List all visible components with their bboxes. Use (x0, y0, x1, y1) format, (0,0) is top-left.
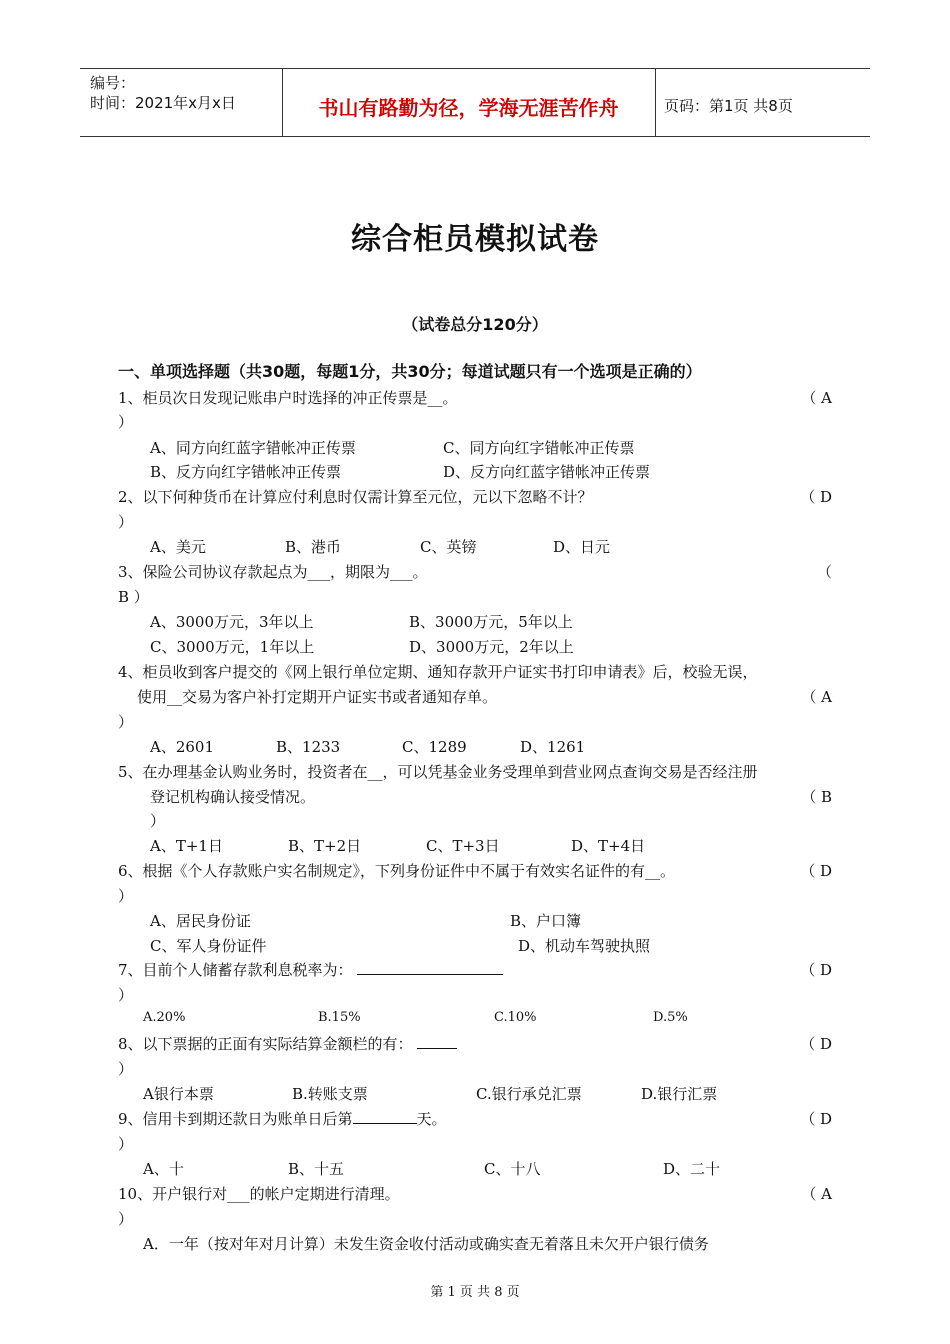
time-label: 时间：2021年x月x日 (90, 94, 236, 112)
question-7-paren: ） (118, 986, 134, 1004)
question-4-option-d: D、1261 (520, 738, 586, 756)
question-2-option-c: C、英镑 (420, 538, 477, 556)
question-6-option-b: B、户口簿 (510, 912, 582, 930)
question-1-option-c: C、同方向红字错帐冲正传票 (443, 439, 635, 457)
question-8-answer: （ D (800, 1035, 832, 1053)
page-title: 综合柜员模拟试卷 (351, 222, 599, 257)
question-4-answer: （ A (801, 688, 832, 706)
question-7-answer: （ D (800, 961, 832, 979)
question-1-answer: （ A (801, 389, 832, 407)
question-1-option-b: B、反方向红字错帐冲正传票 (150, 463, 342, 481)
serial-label: 编号： (90, 74, 136, 92)
question-8-option-a: A银行本票 (143, 1085, 214, 1103)
page-subtitle: （试卷总分120分） (402, 315, 548, 334)
question-1-option-a: A、同方向红蓝字错帐冲正传票 (150, 439, 356, 457)
question-6-option-a: A、居民身份证 (150, 912, 251, 930)
question-5-paren: ） (150, 812, 166, 830)
question-10: 10、开户银行对___的帐户定期进行清理。 (118, 1185, 400, 1203)
question-10-option-a: A．一年（按对年对月计算）未发生资金收付活动或确实查无着落且未欠开户银行债务 (143, 1235, 709, 1253)
question-3-answer: （ (816, 563, 832, 581)
question-7-text: 7、目前个人储蓄存款利息税率为： (118, 961, 353, 979)
section-title: 一、单项选择题（共30题，每题1分，共30分；每道试题只有一个选项是正确的） (118, 362, 702, 381)
question-6-paren: ） (118, 887, 134, 905)
question-8-option-c: C.银行承兑汇票 (476, 1085, 582, 1103)
question-3-option-c: C、3000万元，1年以上 (150, 638, 315, 656)
question-9-paren: ） (118, 1135, 134, 1153)
question-9-option-d: D、二十 (663, 1160, 721, 1178)
question-5-option-a: A、T+1日 (150, 837, 223, 855)
question-9 (118, 1108, 447, 1129)
question-5-option-c: C、T+3日 (426, 837, 500, 855)
question-2-option-b: B、港币 (285, 538, 342, 556)
question-4: 4、柜员收到客户提交的《网上银行单位定期、通知存款开户证实书打印申请表》后，校验无误， (118, 663, 758, 681)
question-9-option-c: C、十八 (484, 1160, 541, 1178)
question-6-option-c: C、军人身份证件 (150, 937, 267, 955)
question-2-paren: ） (118, 513, 134, 531)
question-10-answer: （ A (801, 1185, 832, 1203)
question-3-paren: B ） (118, 588, 149, 606)
header-divider-right (655, 68, 656, 136)
question-5-continued: 登记机构确认接受情况。 (150, 788, 316, 806)
question-9-blank (353, 1109, 417, 1124)
question-8-text: 8、以下票据的正面有实际结算金额栏的有： (118, 1035, 413, 1053)
question-1-option-d: D、反方向红蓝字错帐冲正传票 (443, 463, 651, 481)
question-4-paren: ） (118, 713, 134, 731)
question-2-option-d: D、日元 (553, 538, 611, 556)
question-9-text-after: 天。 (416, 1110, 447, 1128)
question-3-option-d: D、3000万元，2年以上 (409, 638, 574, 656)
question-1-paren: ） (118, 413, 134, 431)
question-2-option-a: A、美元 (150, 538, 206, 556)
question-8-blank (417, 1034, 457, 1049)
question-1: 1、柜员次日发现记账串户时选择的冲正传票是__。 (118, 389, 458, 407)
question-9-option-a: A、十 (143, 1160, 184, 1178)
question-7-option-b: B.15% (318, 1010, 361, 1025)
question-9-text: 9、信用卡到期还款日为账单日后第 (118, 1110, 353, 1128)
question-8-paren: ） (118, 1060, 134, 1078)
question-3: 3、保险公司协议存款起点为___，期限为___。 (118, 563, 428, 581)
question-4-continued: 使用__交易为客户补打定期开户证实书或者通知存单。 (137, 688, 498, 706)
question-8-option-d: D.银行汇票 (641, 1085, 718, 1103)
question-8 (118, 1033, 457, 1054)
question-10-paren: ） (118, 1210, 134, 1228)
question-2: 2、以下何种货币在计算应付利息时仅需计算至元位，元以下忽略不计？ (118, 488, 593, 506)
question-6-answer: （ D (800, 862, 832, 880)
question-9-answer: （ D (800, 1110, 832, 1128)
question-2-answer: （ D (800, 488, 832, 506)
question-5-answer: （ B (801, 788, 832, 806)
question-6-option-d: D、机动车驾驶执照 (518, 937, 651, 955)
question-5-option-b: B、T+2日 (288, 837, 362, 855)
question-6: 6、根据《个人存款账户实名制规定》，下列身份证件中不属于有效实名证件的有__。 (118, 862, 676, 880)
question-7-option-a: A.20% (143, 1010, 186, 1025)
question-7-option-c: C.10% (494, 1010, 537, 1025)
question-5: 5、在办理基金认购业务时，投资者在__，可以凭基金业务受理单到营业网点查询交易是否经注册 (118, 763, 758, 781)
header-bottom-rule (80, 136, 870, 137)
question-7 (118, 959, 503, 980)
question-4-option-c: C、1289 (402, 738, 467, 756)
question-7-blank (357, 960, 503, 975)
page-footer: 第 1 页 共 8 页 (430, 1285, 520, 1300)
question-4-option-b: B、1233 (276, 738, 341, 756)
question-4-option-a: A、2601 (150, 738, 215, 756)
question-5-option-d: D、T+4日 (571, 837, 646, 855)
header-motto: 书山有路勤为径，学海无涯苦作舟 (318, 96, 619, 120)
page-info: 页码：第1页 共8页 (664, 97, 793, 115)
question-3-option-a: A、3000万元，3年以上 (150, 613, 314, 631)
question-3-option-b: B、3000万元，5年以上 (409, 613, 573, 631)
question-7-option-d: D.5% (653, 1010, 688, 1025)
question-8-option-b: B.转账支票 (292, 1085, 368, 1103)
question-9-option-b: B、十五 (288, 1160, 345, 1178)
header-top-rule (80, 68, 870, 69)
